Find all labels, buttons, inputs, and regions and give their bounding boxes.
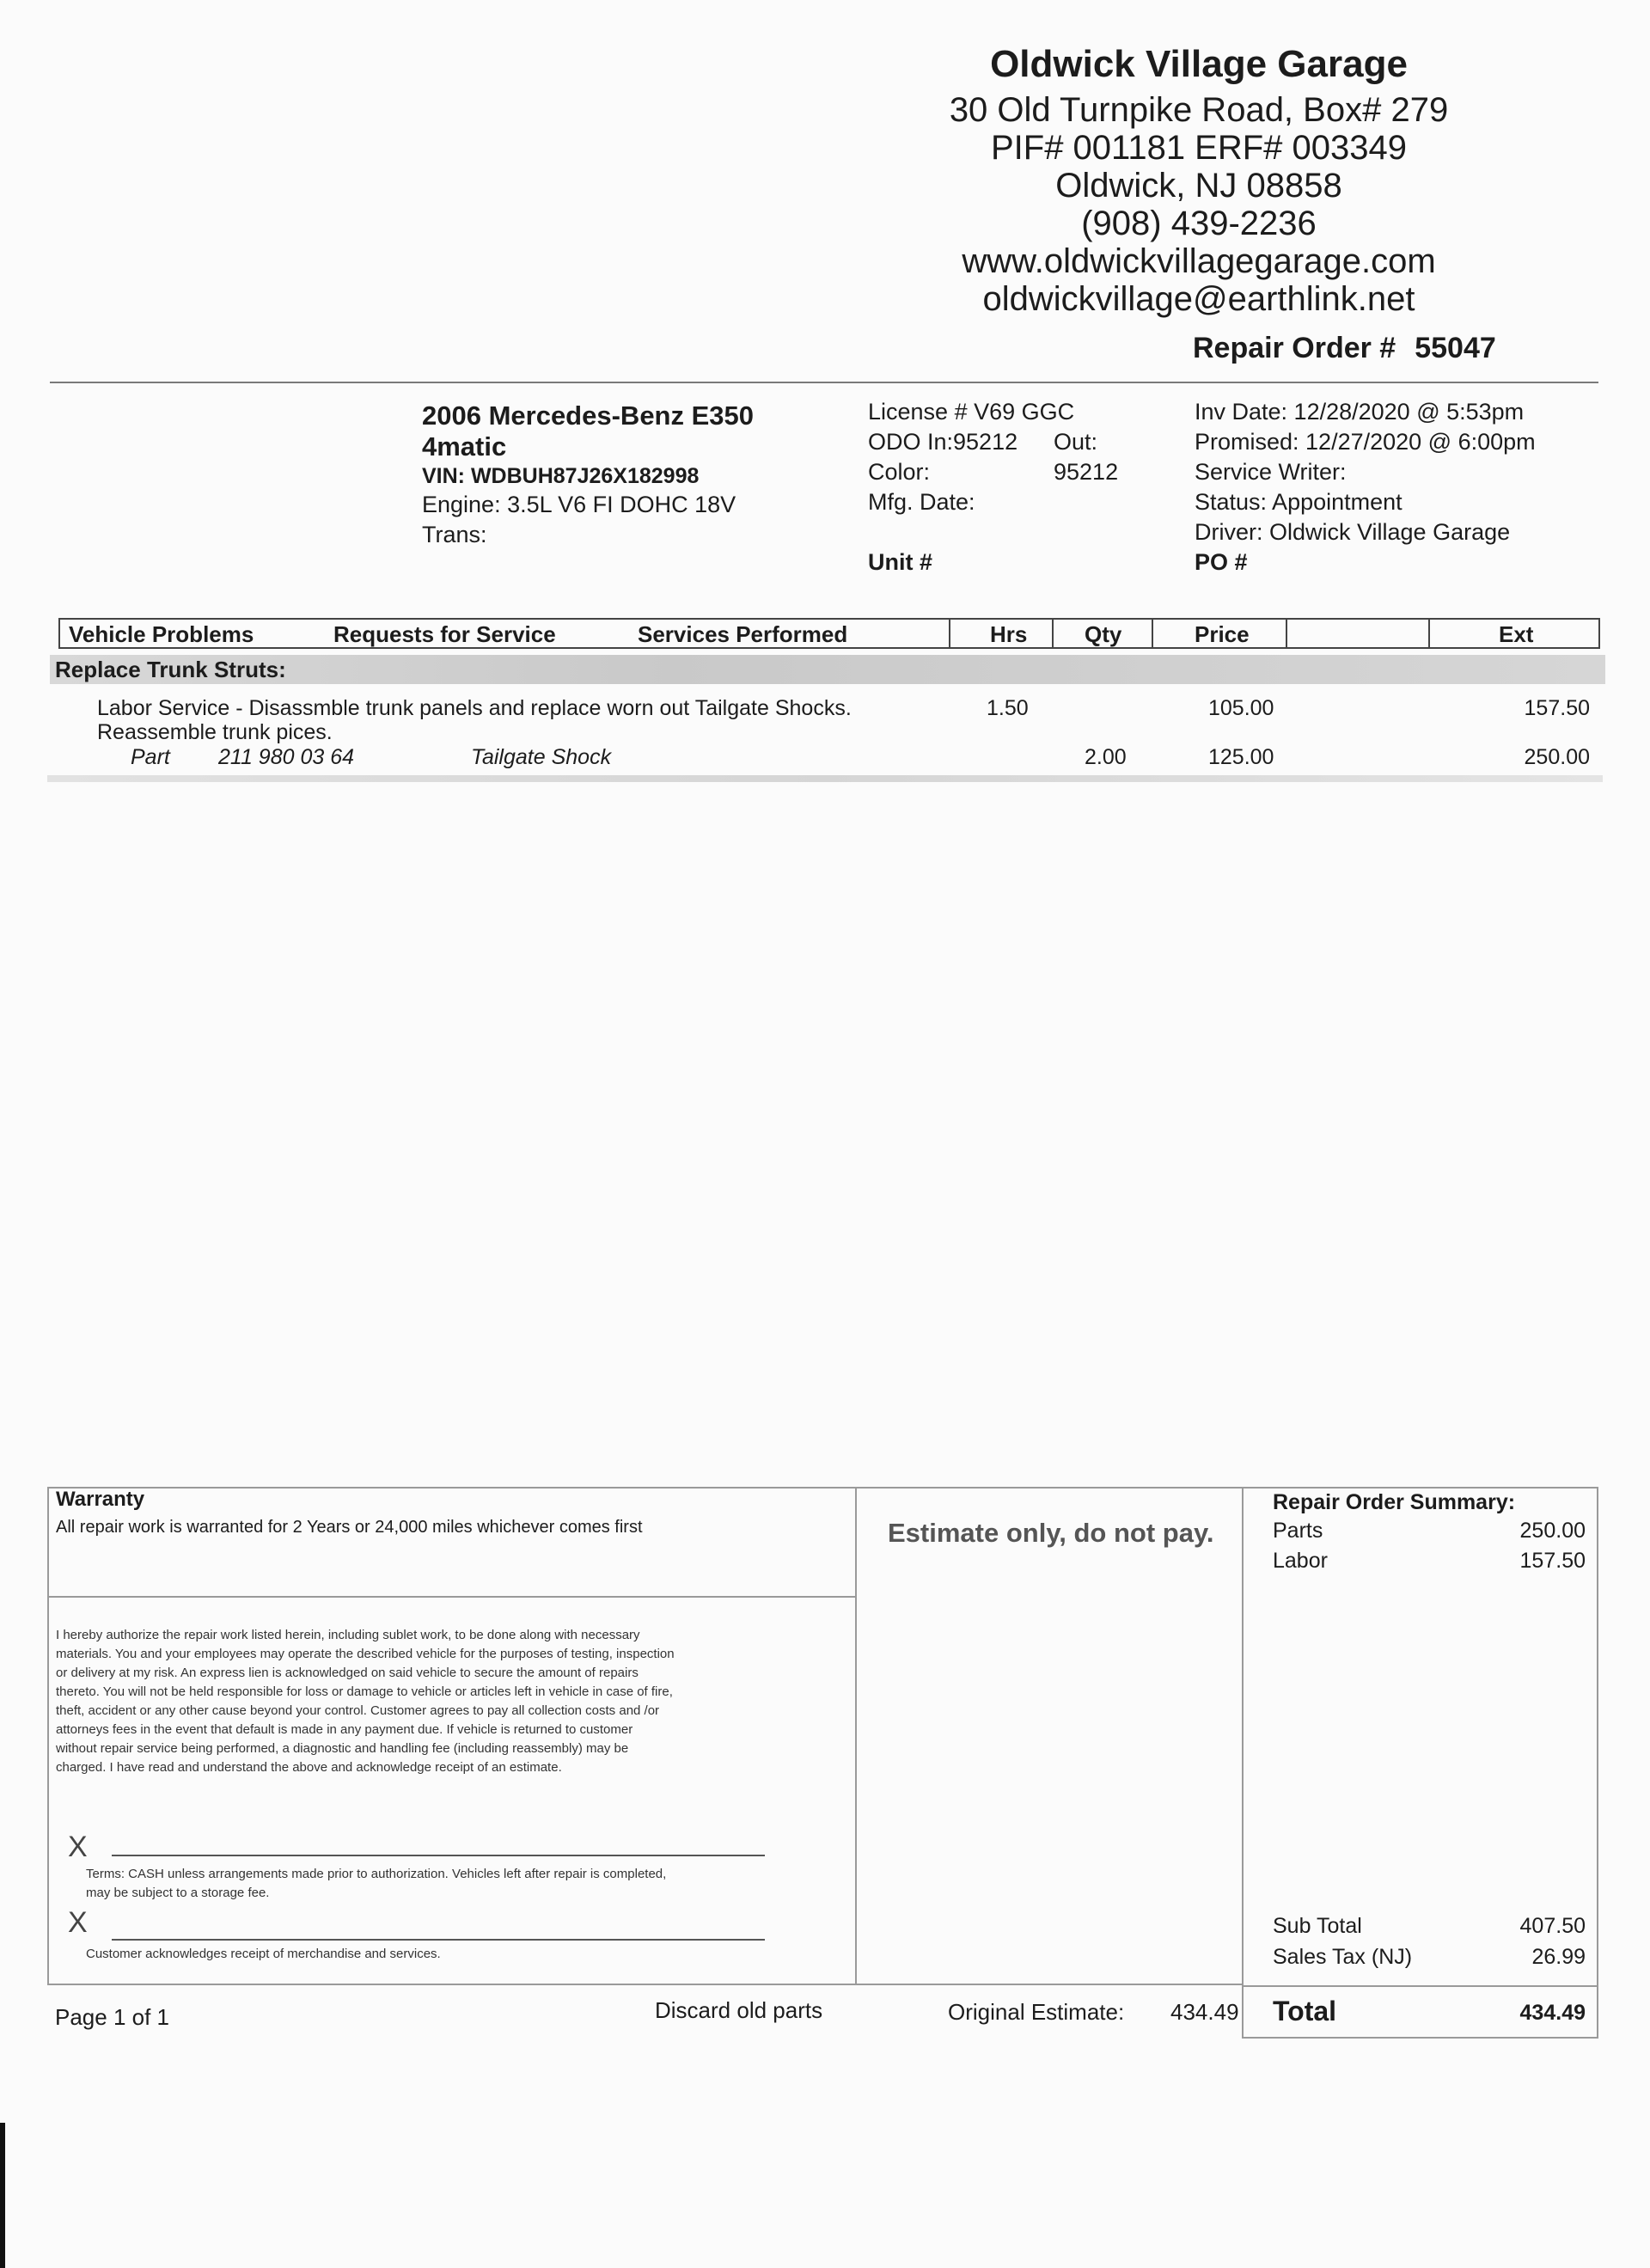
summary-parts-value: 250.00 xyxy=(1519,1519,1586,1543)
estimate-note: Estimate only, do not pay. xyxy=(888,1518,1214,1548)
shop-name: Oldwick Village Garage xyxy=(990,43,1408,85)
labor-hrs: 1.50 xyxy=(987,696,1029,720)
labor-ext: 157.50 xyxy=(1524,696,1590,720)
col-requests: Requests for Service xyxy=(333,621,556,647)
mfg-date: Mfg. Date: xyxy=(868,489,975,515)
table-header xyxy=(58,618,1600,649)
vehicle-vin: VIN: WDBUH87J26X182998 xyxy=(422,464,700,488)
col-qty: Qty xyxy=(1085,621,1122,647)
driver: Driver: Oldwick Village Garage xyxy=(1195,519,1511,545)
labor-desc-1: Labor Service - Disassmble trunk panels and replace worn out Tailgate Shocks. xyxy=(97,696,852,720)
inv-date: Inv Date: 12/28/2020 @ 5:53pm xyxy=(1195,399,1525,425)
col-vehicle-problems: Vehicle Problems xyxy=(69,621,254,647)
total-value: 434.49 xyxy=(1519,2001,1586,2025)
scan-edge-mark xyxy=(0,2123,5,2268)
summary-title: Repair Order Summary: xyxy=(1273,1490,1516,1514)
col-ext: Ext xyxy=(1499,621,1534,647)
repair-order-number xyxy=(1193,332,1496,365)
signature-line-2[interactable] xyxy=(112,1939,765,1941)
ack-text: Customer acknowledges receipt of merchandise and services. xyxy=(86,1947,441,1961)
repair-order-value: 55047 xyxy=(1415,332,1496,364)
po-number: PO # xyxy=(1195,549,1248,575)
summary-parts-label: Parts xyxy=(1273,1519,1323,1543)
estimate-box xyxy=(855,1487,1244,1985)
shop-header xyxy=(894,38,1504,318)
auth-line: materials. You and your employees may operate the described vehicle for the purposes of testing, inspection xyxy=(56,1647,675,1661)
odo-in: ODO In:95212 xyxy=(868,429,1018,455)
warranty-divider xyxy=(47,1596,857,1598)
auth-line: thereto. You will not be held responsible for loss or damage to vehicle or articles left in vehicle in case of fire, xyxy=(56,1684,673,1699)
col-hrs: Hrs xyxy=(990,621,1028,647)
repair-order-label: Repair Order # xyxy=(1193,332,1396,364)
page-number: Page 1 of 1 xyxy=(55,2004,169,2030)
terms-line-1: Terms: CASH unless arrangements made prior to authorization. Vehicles left after repair is completed, xyxy=(86,1867,667,1881)
subtotal-label: Sub Total xyxy=(1273,1914,1362,1938)
auth-line: without repair service being performed, a diagnostic and handling fee (including reassembly) may be xyxy=(56,1741,629,1756)
auth-line: charged. I have read and understand the above and acknowledge receipt of an estimate. xyxy=(56,1760,562,1775)
vehicle-engine: Engine: 3.5L V6 FI DOHC 18V xyxy=(422,492,736,517)
summary-labor-value: 157.50 xyxy=(1519,1549,1586,1573)
authorization-text xyxy=(56,1626,851,1777)
shop-ids: PIF# 001181 ERF# 003349 xyxy=(990,129,1408,167)
sales-tax-label: Sales Tax (NJ) xyxy=(1273,1945,1413,1969)
total-label: Total xyxy=(1273,1996,1337,2027)
vehicle-title-2: 4matic xyxy=(422,431,507,462)
shop-website: www.oldwickvillagegarage.com xyxy=(962,242,1436,280)
signature-x-2: X xyxy=(68,1906,88,1939)
discard-old-parts: Discard old parts xyxy=(655,1997,823,2023)
shop-city: Oldwick, NJ 08858 xyxy=(1055,167,1342,205)
job-title: Replace Trunk Struts: xyxy=(55,657,286,682)
original-estimate-label: Original Estimate: xyxy=(948,1999,1125,2025)
part-ext: 250.00 xyxy=(1524,745,1590,769)
part-number: 211 980 03 64 xyxy=(218,745,355,769)
auth-line: theft, accident or any other cause beyond your control. Customer agrees to pay all collection costs and /or xyxy=(56,1703,660,1718)
service-writer: Service Writer: xyxy=(1195,459,1347,485)
part-name: Tailgate Shock xyxy=(471,745,612,769)
promised: Promised: 12/27/2020 @ 6:00pm xyxy=(1195,429,1536,455)
status: Status: Appointment xyxy=(1195,489,1402,515)
original-estimate-value: 434.49 xyxy=(1170,1999,1239,2025)
col-price: Price xyxy=(1195,621,1250,647)
shop-phone: (908) 439-2236 xyxy=(1081,205,1317,242)
col-services-performed: Services Performed xyxy=(638,621,848,647)
auth-line: attorneys fees in the event that default is made in any payment due. If vehicle is returned to customer xyxy=(56,1722,633,1737)
color: Color: xyxy=(868,459,931,485)
warranty-title: Warranty xyxy=(56,1488,145,1511)
odo-out: Out: 95212 xyxy=(1054,429,1119,485)
part-price: 125.00 xyxy=(1208,745,1274,769)
labor-price: 105.00 xyxy=(1208,696,1274,720)
signature-x-1: X xyxy=(68,1831,88,1863)
unit-number: Unit # xyxy=(868,549,933,575)
vehicle-info xyxy=(422,400,754,550)
license: License # V69 GGC xyxy=(868,399,1075,425)
part-qty: 2.00 xyxy=(1085,745,1127,769)
summary-labor-label: Labor xyxy=(1273,1549,1328,1573)
auth-line: I hereby authorize the repair work listed herein, including sublet work, to be done along with necessary xyxy=(56,1628,640,1642)
header-divider xyxy=(50,382,1598,383)
subtotal-value: 407.50 xyxy=(1519,1914,1586,1938)
vehicle-details-right xyxy=(1195,397,1536,578)
signature-line-1[interactable] xyxy=(112,1855,765,1856)
total-divider xyxy=(1242,1985,1598,1987)
vehicle-title-1: 2006 Mercedes-Benz E350 xyxy=(422,400,755,431)
warranty-text: All repair work is warranted for 2 Years or 24,000 miles whichever comes first xyxy=(56,1518,643,1537)
vehicle-details-mid xyxy=(868,397,1160,578)
auth-line: or delivery at my risk. An express lien is acknowledged on said vehicle to secure the amount of repairs xyxy=(56,1666,639,1680)
job-divider xyxy=(47,775,1603,782)
part-label: Part xyxy=(131,745,170,769)
shop-email: oldwickvillage@earthlink.net xyxy=(982,280,1415,318)
labor-desc-2: Reassemble trunk pices. xyxy=(97,720,333,744)
shop-address: 30 Old Turnpike Road, Box# 279 xyxy=(949,91,1449,129)
job-title-band xyxy=(50,655,1605,684)
terms-line-2: may be subject to a storage fee. xyxy=(86,1886,270,1900)
vehicle-trans: Trans: xyxy=(422,522,487,547)
sales-tax-value: 26.99 xyxy=(1531,1945,1586,1969)
